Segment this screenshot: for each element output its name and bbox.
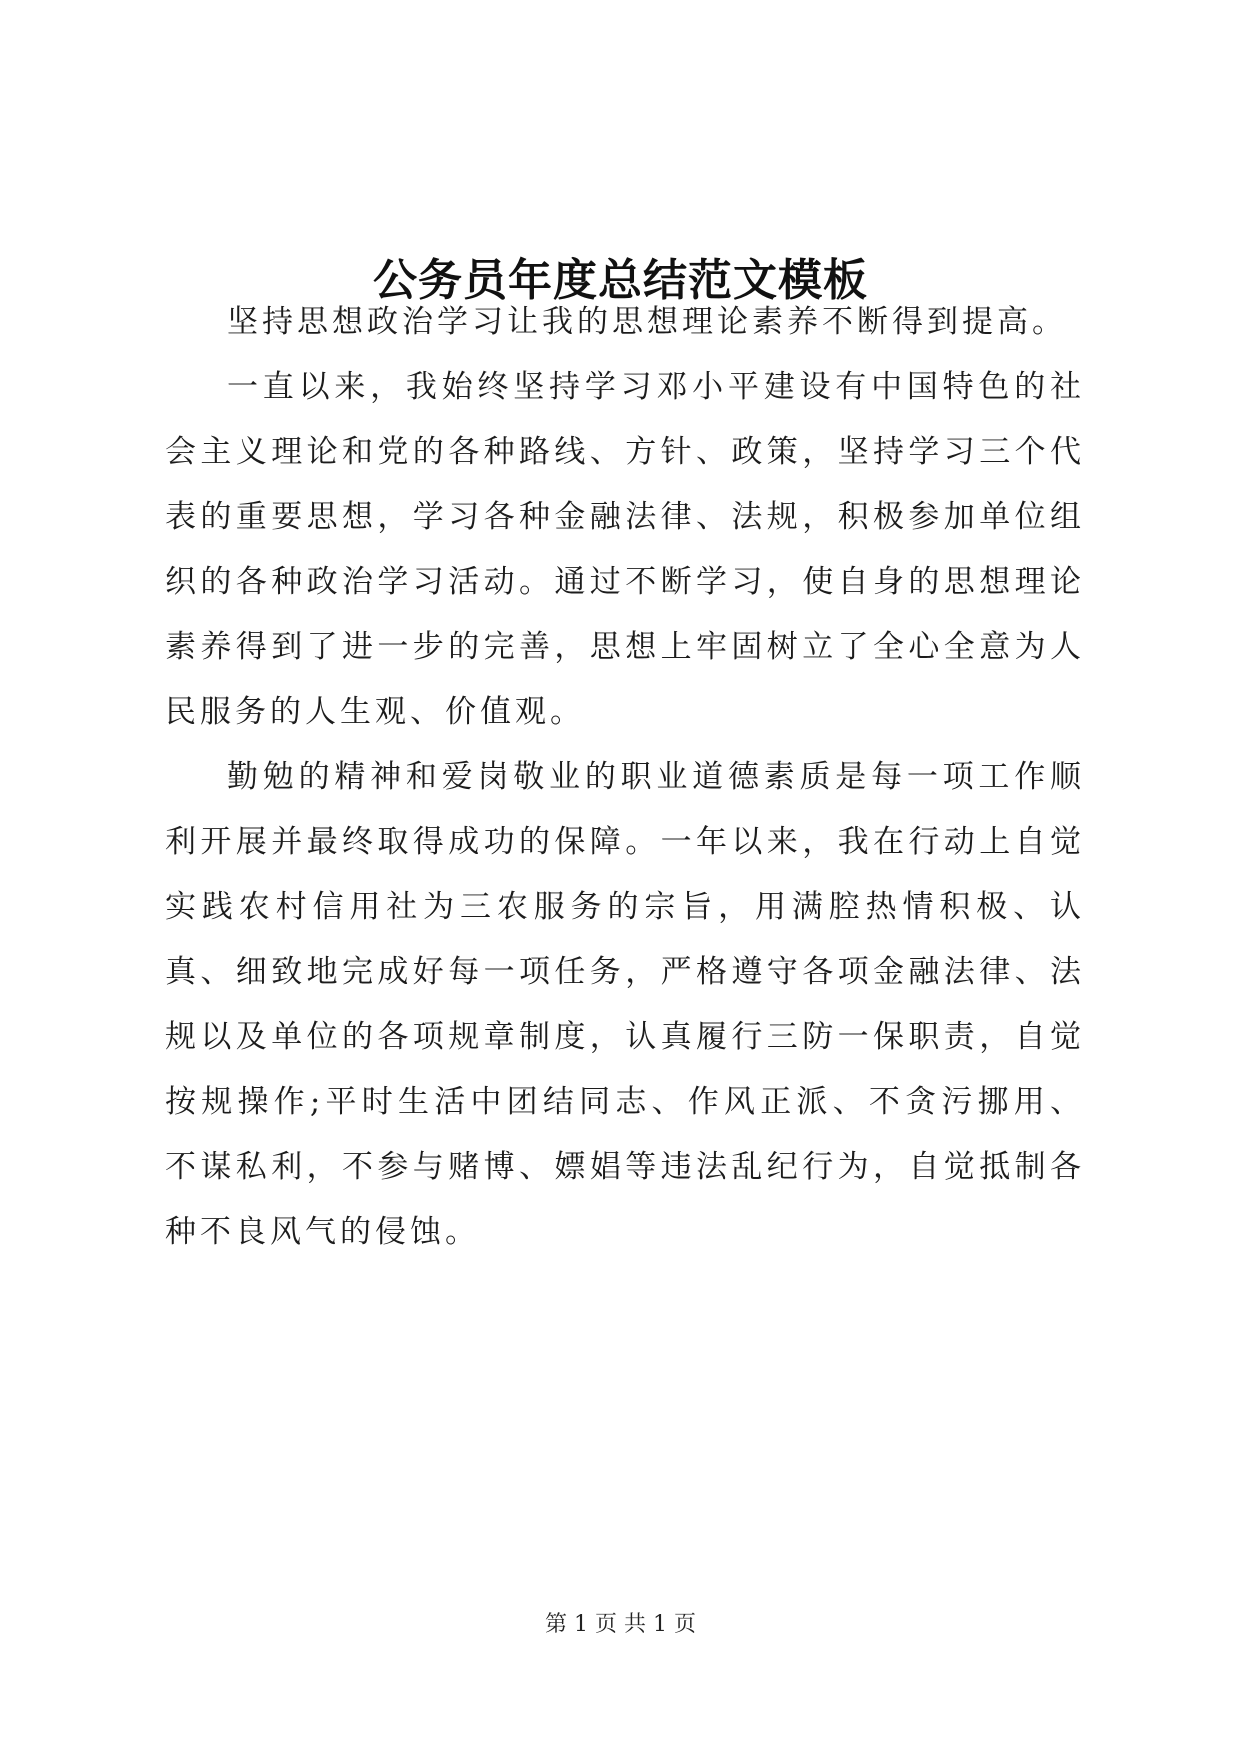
document-body <box>165 290 1085 1265</box>
paragraph: 勤勉的精神和爱岗敬业的职业道德素质是每一项工作顺利开展并最终取得成功的保障。一年以来，我在行动上自觉实践农村信用社为三农服务的宗旨，用满腔热情积极、认真、细致地完成好每一项任务，严格遵守各项金融法律、法规以及单位的各项规章制度，认真履行三防一保职责，自觉按规操作;平时生活中团结同志、作风正派、不贪污挪用、不谋私利，不参与赌博、嫖娼等违法乱纪行为，自觉抵制各种不良风气的侵蚀。 <box>165 759 1085 1250</box>
paragraph: 坚持思想政治学习让我的思想理论素养不断得到提高。 <box>227 304 1067 340</box>
paragraph: 一直以来，我始终坚持学习邓小平建设有中国特色的社会主义理论和党的各种路线、方针、政策，坚持学习三个代表的重要思想，学习各种金融法律、法规，积极参加单位组织的各种政治学习活动。通过不断学习，使自身的思想理论素养得到了进一步的完善，思想上牢固树立了全心全意为人民服务的人生观、价值观。 <box>165 369 1085 730</box>
document-title: 公务员年度总结范文模板 <box>373 255 868 307</box>
page-number-footer: 第 1 页 共 1 页 <box>545 1612 696 1637</box>
